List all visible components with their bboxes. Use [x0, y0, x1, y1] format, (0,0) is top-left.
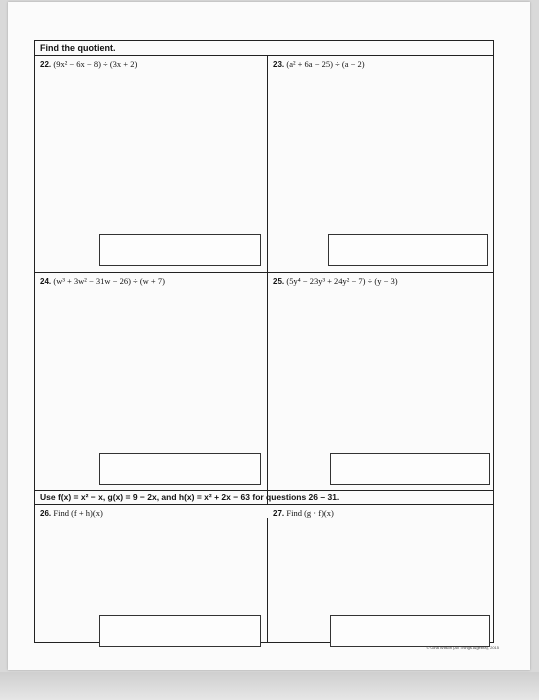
problem-number: 25. [273, 277, 285, 286]
problem-25-cell [268, 273, 493, 490]
problem-22-label [40, 59, 137, 69]
problem-number: 24. [40, 277, 52, 286]
answer-box-22[interactable] [99, 234, 261, 266]
problem-26-label [40, 508, 103, 518]
problem-25-label [273, 276, 398, 286]
problem-expression: (a² + 6a − 25) ÷ (a − 2) [286, 59, 365, 69]
copyright-footer: © Gina Wilson (All Things Algebra), 2015 [426, 645, 499, 650]
problem-23-label [273, 59, 365, 69]
answer-box-26[interactable] [99, 615, 261, 647]
worksheet-grid [34, 40, 494, 643]
problem-number: 26. [40, 509, 52, 518]
problem-expression: (w³ + 3w² − 31w − 26) ÷ (w + 7) [53, 276, 165, 286]
page-shadow [0, 672, 539, 700]
problem-23-cell [268, 56, 493, 272]
problem-24-label [40, 276, 165, 286]
problem-number: 23. [273, 60, 285, 69]
answer-box-23[interactable] [328, 234, 488, 266]
answer-box-24[interactable] [99, 453, 261, 485]
problem-number: 27. [273, 509, 285, 518]
problem-number: 22. [40, 60, 52, 69]
section-header: Find the quotient. [35, 41, 493, 56]
problem-22-cell [35, 56, 267, 272]
problem-expression: Find (g · f)(x) [286, 508, 334, 518]
answer-box-27[interactable] [330, 615, 490, 647]
problem-expression: (9x² − 6x − 8) ÷ (3x + 2) [53, 59, 138, 69]
problem-24-cell [35, 273, 267, 490]
problem-26-cell [35, 505, 267, 643]
problem-27-cell [268, 505, 493, 643]
problem-27-label [273, 508, 334, 518]
function-definitions: Use f(x) = x² − x, g(x) = 9 − 2x, and h(x) = x² + 2x − 63 for questions 26 – 31. [35, 491, 493, 505]
answer-box-25[interactable] [330, 453, 490, 485]
problem-expression: (5y⁴ − 23y³ + 24y² − 7) ÷ (y − 3) [286, 276, 398, 286]
problem-expression: Find (f + h)(x) [53, 508, 103, 518]
